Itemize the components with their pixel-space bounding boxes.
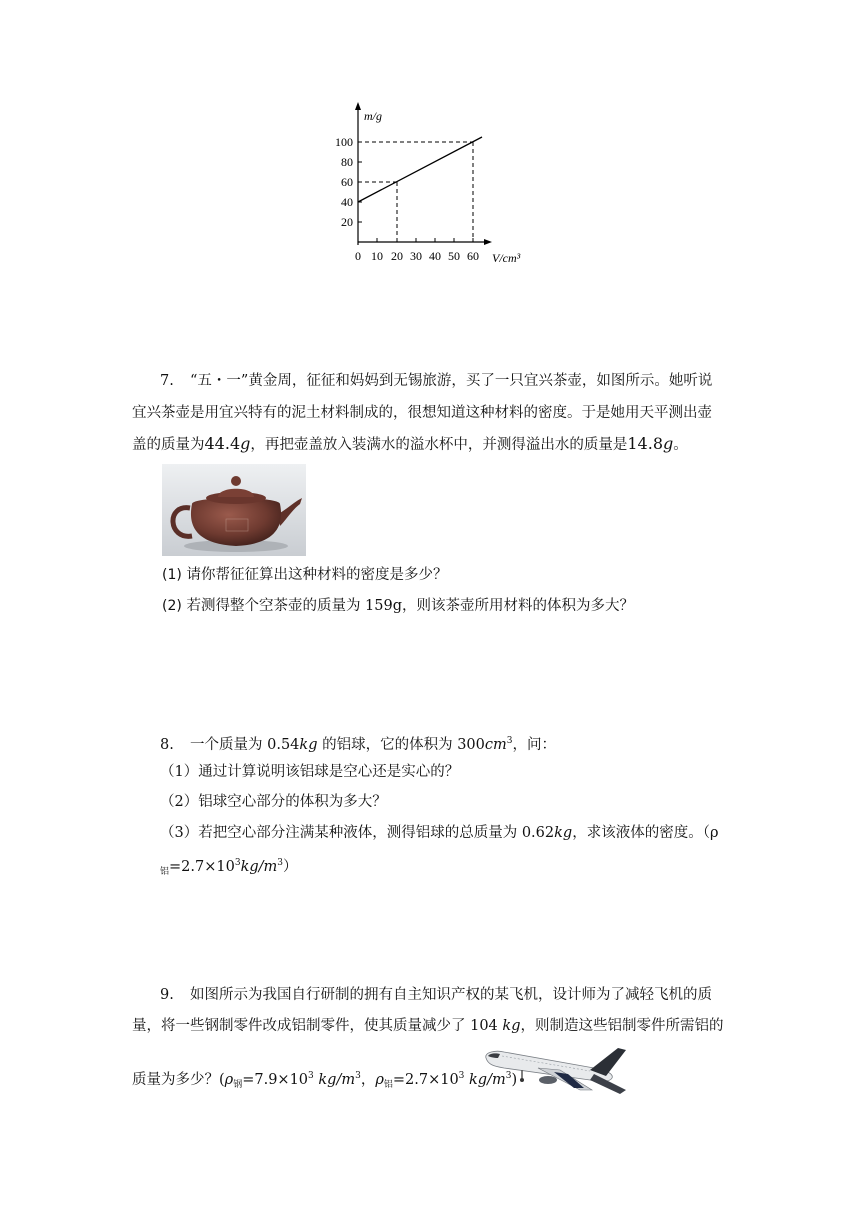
q8-sub-1: （1）通过计算说明该铝球是空心还是实心的？ — [160, 764, 460, 780]
q7-number: 7. — [160, 373, 174, 389]
airplane-image — [482, 1044, 630, 1100]
q7-line-1: 7. “五・一”黄金周，征征和妈妈到无锡旅游，买了一只宜兴茶壶，如图所示。她听说 — [160, 373, 713, 389]
q9-line-2: 量，将一些钢制零件改成铝制零件，使其质量减少了 104 kg，则制造这些铝制零件所需铝的 — [132, 1018, 724, 1034]
mass-volume-graph — [320, 100, 540, 270]
q9-line-3: 质量为多少？($\rho_钢=7.9\times 10^3$ $kg/m^3$，$\rho_铝=2.7\times 10^3$ $kg/m^3$) — [132, 1071, 518, 1090]
q8-density-note: $_铝=2.7\times 10^3kg/m^3$） — [160, 858, 298, 877]
y-tick-100: 100 — [335, 135, 353, 149]
teapot-image — [162, 464, 306, 556]
y-tick-60: 60 — [341, 175, 353, 189]
y-tick-40: 40 — [341, 195, 353, 209]
x-tick-60: 60 — [467, 249, 479, 263]
x-tick-50: 50 — [448, 249, 460, 263]
x-tick-40: 40 — [429, 249, 441, 263]
x-tick-20: 20 — [391, 249, 403, 263]
q7-sub-1: (1) 请你帮征征算出这种材料的密度是多少？ — [162, 567, 448, 583]
y-axis-label: m/g — [364, 109, 382, 123]
q8-number: 8. — [160, 737, 174, 753]
x-axis-arrow — [484, 239, 492, 245]
y-tick-20: 20 — [341, 215, 353, 229]
q8-line-1: 8. 一个质量为 0.54kg 的铝球，它的体积为 $300cm^3$，问： — [160, 736, 556, 753]
q9-line-1: 9. 如图所示为我国自行研制的拥有自主知识产权的某飞机，设计师为了减轻飞机的质 — [160, 987, 712, 1003]
q8-sub-2: （2）铝球空心部分的体积为多大？ — [160, 794, 387, 810]
y-tick-80: 80 — [341, 155, 353, 169]
x-tick-0: 0 — [355, 249, 361, 263]
x-tick-10: 10 — [371, 249, 383, 263]
q7-sub-2: (2) 若测得整个空茶壶的质量为 159g，则该茶壶所用材料的体积为多大？ — [162, 598, 635, 614]
x-axis-label: V/cm³ — [492, 251, 521, 265]
q8-sub-3: （3）若把空心部分注满某种液体，测得铝球的总质量为 0.62kg，求该液体的密度。（ρ — [160, 825, 719, 841]
x-tick-30: 30 — [410, 249, 422, 263]
y-axis-arrow — [355, 102, 361, 110]
q9-number: 9. — [160, 987, 174, 1003]
q7-line-3: 盖的质量为44.4g，再把壶盖放入装满水的溢水杯中，并测得溢出水的质量是14.8g。 — [132, 434, 688, 453]
q7-line-2: 宜兴茶壶是用宜兴特有的泥土材料制成的，很想知道这种材料的密度。于是她用天平测出壶 — [132, 405, 712, 421]
mass-volume-line — [358, 137, 482, 202]
